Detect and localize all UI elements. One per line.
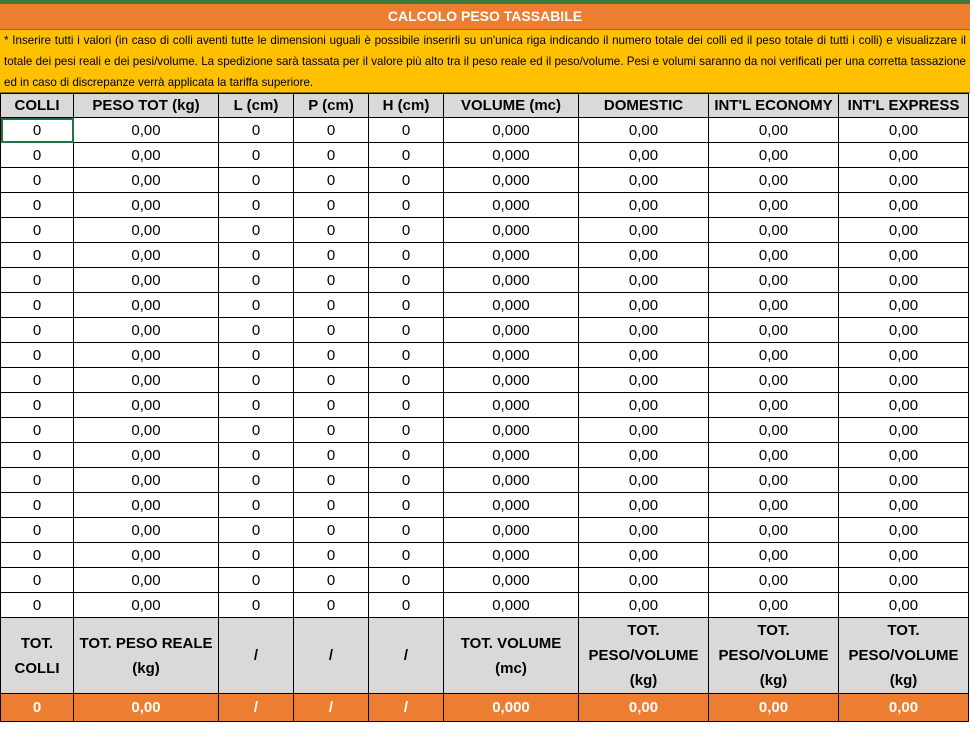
totals-header-volume: TOT. VOLUME (mc) bbox=[444, 618, 579, 694]
cell-height[interactable]: 0 bbox=[369, 143, 444, 168]
table-row bbox=[1, 393, 969, 418]
cell-colli[interactable]: 0 bbox=[1, 293, 74, 318]
cell-colli[interactable]: 0 bbox=[1, 443, 74, 468]
totals-header-domestic: TOT. PESO/VOLUME (kg) bbox=[579, 618, 709, 694]
cell-intl-express[interactable]: 0,00 bbox=[839, 468, 969, 493]
cell-depth[interactable]: 0 bbox=[294, 143, 369, 168]
cell-domestic[interactable]: 0,00 bbox=[579, 468, 709, 493]
header-length: L (cm) bbox=[219, 94, 294, 118]
cell-intl-economy[interactable]: 0,00 bbox=[709, 368, 839, 393]
cell-depth[interactable]: 0 bbox=[294, 218, 369, 243]
cell-intl-express[interactable]: 0,00 bbox=[839, 418, 969, 443]
cell-length[interactable]: 0 bbox=[219, 318, 294, 343]
table-row bbox=[1, 543, 969, 568]
cell-length[interactable]: 0 bbox=[219, 418, 294, 443]
cell-colli[interactable]: 0 bbox=[1, 543, 74, 568]
cell-volume[interactable]: 0,000 bbox=[444, 493, 579, 518]
cell-peso-tot[interactable]: 0,00 bbox=[74, 568, 219, 593]
totals-header-peso-reale: TOT. PESO REALE (kg) bbox=[74, 618, 219, 694]
cell-colli[interactable]: 0 bbox=[1, 468, 74, 493]
cell-length[interactable]: 0 bbox=[219, 593, 294, 618]
cell-colli[interactable]: 0 bbox=[1, 368, 74, 393]
cell-intl-economy[interactable]: 0,00 bbox=[709, 268, 839, 293]
cell-peso-tot[interactable]: 0,00 bbox=[74, 268, 219, 293]
cell-depth[interactable]: 0 bbox=[294, 368, 369, 393]
table-row bbox=[1, 168, 969, 193]
cell-length[interactable]: 0 bbox=[219, 218, 294, 243]
cell-height[interactable]: 0 bbox=[369, 268, 444, 293]
total-slash-l: / bbox=[219, 694, 294, 722]
cell-intl-economy[interactable]: 0,00 bbox=[709, 593, 839, 618]
totals-header-slash-l: / bbox=[219, 618, 294, 694]
cell-intl-economy[interactable]: 0,00 bbox=[709, 168, 839, 193]
cell-height[interactable]: 0 bbox=[369, 518, 444, 543]
cell-domestic[interactable]: 0,00 bbox=[579, 343, 709, 368]
cell-intl-express[interactable]: 0,00 bbox=[839, 318, 969, 343]
table-row bbox=[1, 493, 969, 518]
cell-peso-tot[interactable]: 0,00 bbox=[74, 393, 219, 418]
cell-domestic[interactable]: 0,00 bbox=[579, 218, 709, 243]
cell-length[interactable]: 0 bbox=[219, 193, 294, 218]
cell-domestic[interactable]: 0,00 bbox=[579, 593, 709, 618]
header-colli: COLLI bbox=[1, 94, 74, 118]
cell-peso-tot[interactable]: 0,00 bbox=[74, 118, 219, 143]
cell-height[interactable]: 0 bbox=[369, 468, 444, 493]
cell-intl-express[interactable]: 0,00 bbox=[839, 393, 969, 418]
cell-peso-tot[interactable]: 0,00 bbox=[74, 318, 219, 343]
cell-length[interactable]: 0 bbox=[219, 543, 294, 568]
cell-height[interactable]: 0 bbox=[369, 418, 444, 443]
cell-intl-express[interactable]: 0,00 bbox=[839, 243, 969, 268]
cell-intl-express[interactable]: 0,00 bbox=[839, 168, 969, 193]
cell-peso-tot[interactable]: 0,00 bbox=[74, 293, 219, 318]
cell-volume[interactable]: 0,000 bbox=[444, 343, 579, 368]
cell-peso-tot[interactable]: 0,00 bbox=[74, 593, 219, 618]
cell-volume[interactable]: 0,000 bbox=[444, 268, 579, 293]
cell-colli[interactable]: 0 bbox=[1, 518, 74, 543]
cell-volume[interactable]: 0,000 bbox=[444, 118, 579, 143]
cell-volume[interactable]: 0,000 bbox=[444, 193, 579, 218]
cell-depth[interactable]: 0 bbox=[294, 518, 369, 543]
cell-colli[interactable]: 0 bbox=[1, 418, 74, 443]
cell-intl-express[interactable]: 0,00 bbox=[839, 218, 969, 243]
table-row bbox=[1, 243, 969, 268]
total-domestic: 0,00 bbox=[579, 694, 709, 722]
cell-intl-economy[interactable]: 0,00 bbox=[709, 293, 839, 318]
cell-height[interactable]: 0 bbox=[369, 318, 444, 343]
cell-height[interactable]: 0 bbox=[369, 118, 444, 143]
cell-intl-economy[interactable]: 0,00 bbox=[709, 243, 839, 268]
total-slash-h: / bbox=[369, 694, 444, 722]
cell-domestic[interactable]: 0,00 bbox=[579, 443, 709, 468]
cell-colli[interactable]: 0 bbox=[1, 568, 74, 593]
cell-length[interactable]: 0 bbox=[219, 518, 294, 543]
cell-intl-express[interactable]: 0,00 bbox=[839, 268, 969, 293]
table-row bbox=[1, 118, 969, 143]
column-header-row bbox=[1, 94, 969, 118]
cell-volume[interactable]: 0,000 bbox=[444, 593, 579, 618]
total-slash-p: / bbox=[294, 694, 369, 722]
cell-length[interactable]: 0 bbox=[219, 118, 294, 143]
cell-volume[interactable]: 0,000 bbox=[444, 143, 579, 168]
table-row bbox=[1, 143, 969, 168]
cell-intl-economy[interactable]: 0,00 bbox=[709, 493, 839, 518]
cell-intl-economy[interactable]: 0,00 bbox=[709, 393, 839, 418]
data-rows bbox=[1, 118, 969, 618]
table-row bbox=[1, 368, 969, 393]
cell-domestic[interactable]: 0,00 bbox=[579, 543, 709, 568]
cell-intl-economy[interactable]: 0,00 bbox=[709, 143, 839, 168]
cell-length[interactable]: 0 bbox=[219, 443, 294, 468]
totals-header-intl-express: TOT. PESO/VOLUME (kg) bbox=[839, 618, 969, 694]
cell-volume[interactable]: 0,000 bbox=[444, 318, 579, 343]
cell-height[interactable]: 0 bbox=[369, 443, 444, 468]
cell-volume[interactable]: 0,000 bbox=[444, 218, 579, 243]
cell-peso-tot[interactable]: 0,00 bbox=[74, 418, 219, 443]
header-volume: VOLUME (mc) bbox=[444, 94, 579, 118]
cell-domestic[interactable]: 0,00 bbox=[579, 268, 709, 293]
table-row bbox=[1, 443, 969, 468]
header-peso-tot: PESO TOT (kg) bbox=[74, 94, 219, 118]
cell-intl-express[interactable]: 0,00 bbox=[839, 543, 969, 568]
cell-height[interactable]: 0 bbox=[369, 193, 444, 218]
cell-volume[interactable]: 0,000 bbox=[444, 393, 579, 418]
cell-volume[interactable]: 0,000 bbox=[444, 518, 579, 543]
table-row bbox=[1, 193, 969, 218]
header-domestic: DOMESTIC bbox=[579, 94, 709, 118]
cell-length[interactable]: 0 bbox=[219, 568, 294, 593]
table-row bbox=[1, 293, 969, 318]
cell-domestic[interactable]: 0,00 bbox=[579, 368, 709, 393]
cell-peso-tot[interactable]: 0,00 bbox=[74, 168, 219, 193]
cell-depth[interactable]: 0 bbox=[294, 468, 369, 493]
cell-length[interactable]: 0 bbox=[219, 343, 294, 368]
cell-intl-express[interactable]: 0,00 bbox=[839, 143, 969, 168]
cell-peso-tot[interactable]: 0,00 bbox=[74, 243, 219, 268]
cell-intl-express[interactable]: 0,00 bbox=[839, 193, 969, 218]
cell-length[interactable]: 0 bbox=[219, 268, 294, 293]
cell-intl-economy[interactable]: 0,00 bbox=[709, 218, 839, 243]
cell-domestic[interactable]: 0,00 bbox=[579, 293, 709, 318]
table-row bbox=[1, 518, 969, 543]
header-intl-express: INT'L EXPRESS bbox=[839, 94, 969, 118]
cell-intl-express[interactable]: 0,00 bbox=[839, 493, 969, 518]
cell-intl-express[interactable]: 0,00 bbox=[839, 593, 969, 618]
cell-intl-express[interactable]: 0,00 bbox=[839, 568, 969, 593]
total-intl-economy: 0,00 bbox=[709, 694, 839, 722]
cell-intl-express[interactable]: 0,00 bbox=[839, 518, 969, 543]
table-row bbox=[1, 418, 969, 443]
cell-intl-economy[interactable]: 0,00 bbox=[709, 443, 839, 468]
cell-colli[interactable]: 0 bbox=[1, 393, 74, 418]
cell-volume[interactable]: 0,000 bbox=[444, 543, 579, 568]
cell-depth[interactable]: 0 bbox=[294, 543, 369, 568]
totals-row bbox=[1, 694, 969, 722]
cell-depth[interactable]: 0 bbox=[294, 418, 369, 443]
cell-length[interactable]: 0 bbox=[219, 393, 294, 418]
cell-height[interactable]: 0 bbox=[369, 568, 444, 593]
cell-volume[interactable]: 0,000 bbox=[444, 568, 579, 593]
cell-volume[interactable]: 0,000 bbox=[444, 468, 579, 493]
cell-peso-tot[interactable]: 0,00 bbox=[74, 343, 219, 368]
table-row bbox=[1, 218, 969, 243]
table-row bbox=[1, 318, 969, 343]
table-row bbox=[1, 268, 969, 293]
cell-peso-tot[interactable]: 0,00 bbox=[74, 518, 219, 543]
cell-volume[interactable]: 0,000 bbox=[444, 168, 579, 193]
cell-height[interactable]: 0 bbox=[369, 493, 444, 518]
cell-peso-tot[interactable]: 0,00 bbox=[74, 193, 219, 218]
cell-length[interactable]: 0 bbox=[219, 368, 294, 393]
table-row bbox=[1, 593, 969, 618]
header-depth: P (cm) bbox=[294, 94, 369, 118]
totals-header-slash-h: / bbox=[369, 618, 444, 694]
cell-domestic[interactable]: 0,00 bbox=[579, 143, 709, 168]
header-intl-economy: INT'L ECONOMY bbox=[709, 94, 839, 118]
cell-depth[interactable]: 0 bbox=[294, 593, 369, 618]
table-row bbox=[1, 568, 969, 593]
cell-height[interactable]: 0 bbox=[369, 218, 444, 243]
cell-peso-tot[interactable]: 0,00 bbox=[74, 218, 219, 243]
cell-intl-express[interactable]: 0,00 bbox=[839, 368, 969, 393]
cell-volume[interactable]: 0,000 bbox=[444, 243, 579, 268]
weight-calculation-table bbox=[0, 93, 969, 722]
cell-intl-economy[interactable]: 0,00 bbox=[709, 543, 839, 568]
sheet-title: CALCOLO PESO TASSABILE bbox=[0, 4, 970, 30]
cell-height[interactable]: 0 bbox=[369, 243, 444, 268]
cell-intl-express[interactable]: 0,00 bbox=[839, 443, 969, 468]
cell-intl-express[interactable]: 0,00 bbox=[839, 343, 969, 368]
table-row bbox=[1, 343, 969, 368]
cell-depth[interactable]: 0 bbox=[294, 343, 369, 368]
cell-colli[interactable]: 0 bbox=[1, 593, 74, 618]
cell-height[interactable]: 0 bbox=[369, 593, 444, 618]
cell-depth[interactable]: 0 bbox=[294, 568, 369, 593]
header-height: H (cm) bbox=[369, 94, 444, 118]
totals-header-row bbox=[1, 618, 969, 694]
cell-intl-economy[interactable]: 0,00 bbox=[709, 468, 839, 493]
cell-peso-tot[interactable]: 0,00 bbox=[74, 543, 219, 568]
cell-length[interactable]: 0 bbox=[219, 468, 294, 493]
cell-domestic[interactable]: 0,00 bbox=[579, 243, 709, 268]
total-peso-reale: 0,00 bbox=[74, 694, 219, 722]
cell-peso-tot[interactable]: 0,00 bbox=[74, 468, 219, 493]
cell-height[interactable]: 0 bbox=[369, 368, 444, 393]
totals-header-colli: TOT. COLLI bbox=[1, 618, 74, 694]
cell-length[interactable]: 0 bbox=[219, 493, 294, 518]
cell-colli[interactable]: 0 bbox=[1, 243, 74, 268]
cell-domestic[interactable]: 0,00 bbox=[579, 418, 709, 443]
cell-depth[interactable]: 0 bbox=[294, 268, 369, 293]
cell-domestic[interactable]: 0,00 bbox=[579, 393, 709, 418]
table-row bbox=[1, 468, 969, 493]
cell-depth[interactable]: 0 bbox=[294, 493, 369, 518]
cell-height[interactable]: 0 bbox=[369, 393, 444, 418]
totals-header-slash-p: / bbox=[294, 618, 369, 694]
cell-depth[interactable]: 0 bbox=[294, 443, 369, 468]
cell-depth[interactable]: 0 bbox=[294, 293, 369, 318]
cell-colli[interactable]: 0 bbox=[1, 168, 74, 193]
total-intl-express: 0,00 bbox=[839, 694, 969, 722]
cell-depth[interactable]: 0 bbox=[294, 393, 369, 418]
cell-peso-tot[interactable]: 0,00 bbox=[74, 443, 219, 468]
cell-intl-express[interactable]: 0,00 bbox=[839, 118, 969, 143]
cell-intl-express[interactable]: 0,00 bbox=[839, 293, 969, 318]
cell-depth[interactable]: 0 bbox=[294, 118, 369, 143]
cell-colli[interactable]: 0 bbox=[1, 193, 74, 218]
cell-height[interactable]: 0 bbox=[369, 168, 444, 193]
cell-colli[interactable]: 0 bbox=[1, 318, 74, 343]
cell-colli[interactable]: 0 bbox=[1, 268, 74, 293]
cell-domestic[interactable]: 0,00 bbox=[579, 118, 709, 143]
cell-intl-economy[interactable]: 0,00 bbox=[709, 568, 839, 593]
cell-colli[interactable]: 0 bbox=[1, 343, 74, 368]
cell-depth[interactable]: 0 bbox=[294, 193, 369, 218]
cell-intl-economy[interactable]: 0,00 bbox=[709, 118, 839, 143]
cell-peso-tot[interactable]: 0,00 bbox=[74, 368, 219, 393]
cell-colli[interactable]: 0 bbox=[1, 143, 74, 168]
cell-intl-economy[interactable]: 0,00 bbox=[709, 518, 839, 543]
cell-domestic[interactable]: 0,00 bbox=[579, 493, 709, 518]
cell-length[interactable]: 0 bbox=[219, 143, 294, 168]
cell-height[interactable]: 0 bbox=[369, 343, 444, 368]
totals-header-intl-economy: TOT. PESO/VOLUME (kg) bbox=[709, 618, 839, 694]
cell-domestic[interactable]: 0,00 bbox=[579, 568, 709, 593]
cell-depth[interactable]: 0 bbox=[294, 318, 369, 343]
cell-intl-economy[interactable]: 0,00 bbox=[709, 343, 839, 368]
cell-domestic[interactable]: 0,00 bbox=[579, 318, 709, 343]
cell-intl-economy[interactable]: 0,00 bbox=[709, 318, 839, 343]
cell-colli[interactable]: 0 bbox=[1, 493, 74, 518]
instructions-note: * Inserire tutti i valori (in caso di colli aventi tutte le dimensioni uguali è possibile inserirli su un'unica riga indicando il numero totale dei colli ed il peso totale di tutti i colli) e visualizzare il totale dei pesi reali e dei pesi/volume. La spedizione sarà tassata per il valore più alto tra il peso reale ed il peso/volume. Pesi e volumi saranno da noi verificati per una corretta tassazione ed in caso di discrepanze verrà applicata la tariffa superiore. bbox=[0, 30, 970, 93]
cell-domestic[interactable]: 0,00 bbox=[579, 193, 709, 218]
cell-length[interactable]: 0 bbox=[219, 243, 294, 268]
total-colli: 0 bbox=[1, 694, 74, 722]
cell-volume[interactable]: 0,000 bbox=[444, 293, 579, 318]
cell-domestic[interactable]: 0,00 bbox=[579, 518, 709, 543]
cell-domestic[interactable]: 0,00 bbox=[579, 168, 709, 193]
cell-intl-economy[interactable]: 0,00 bbox=[709, 418, 839, 443]
cell-height[interactable]: 0 bbox=[369, 293, 444, 318]
cell-intl-economy[interactable]: 0,00 bbox=[709, 193, 839, 218]
cell-depth[interactable]: 0 bbox=[294, 243, 369, 268]
cell-volume[interactable]: 0,000 bbox=[444, 418, 579, 443]
cell-colli[interactable]: 0 bbox=[1, 218, 74, 243]
total-volume: 0,000 bbox=[444, 694, 579, 722]
cell-volume[interactable]: 0,000 bbox=[444, 368, 579, 393]
cell-length[interactable]: 0 bbox=[219, 168, 294, 193]
cell-volume[interactable]: 0,000 bbox=[444, 443, 579, 468]
cell-depth[interactable]: 0 bbox=[294, 168, 369, 193]
cell-colli[interactable]: 0 bbox=[1, 118, 74, 143]
cell-peso-tot[interactable]: 0,00 bbox=[74, 143, 219, 168]
cell-height[interactable]: 0 bbox=[369, 543, 444, 568]
cell-length[interactable]: 0 bbox=[219, 293, 294, 318]
cell-peso-tot[interactable]: 0,00 bbox=[74, 493, 219, 518]
